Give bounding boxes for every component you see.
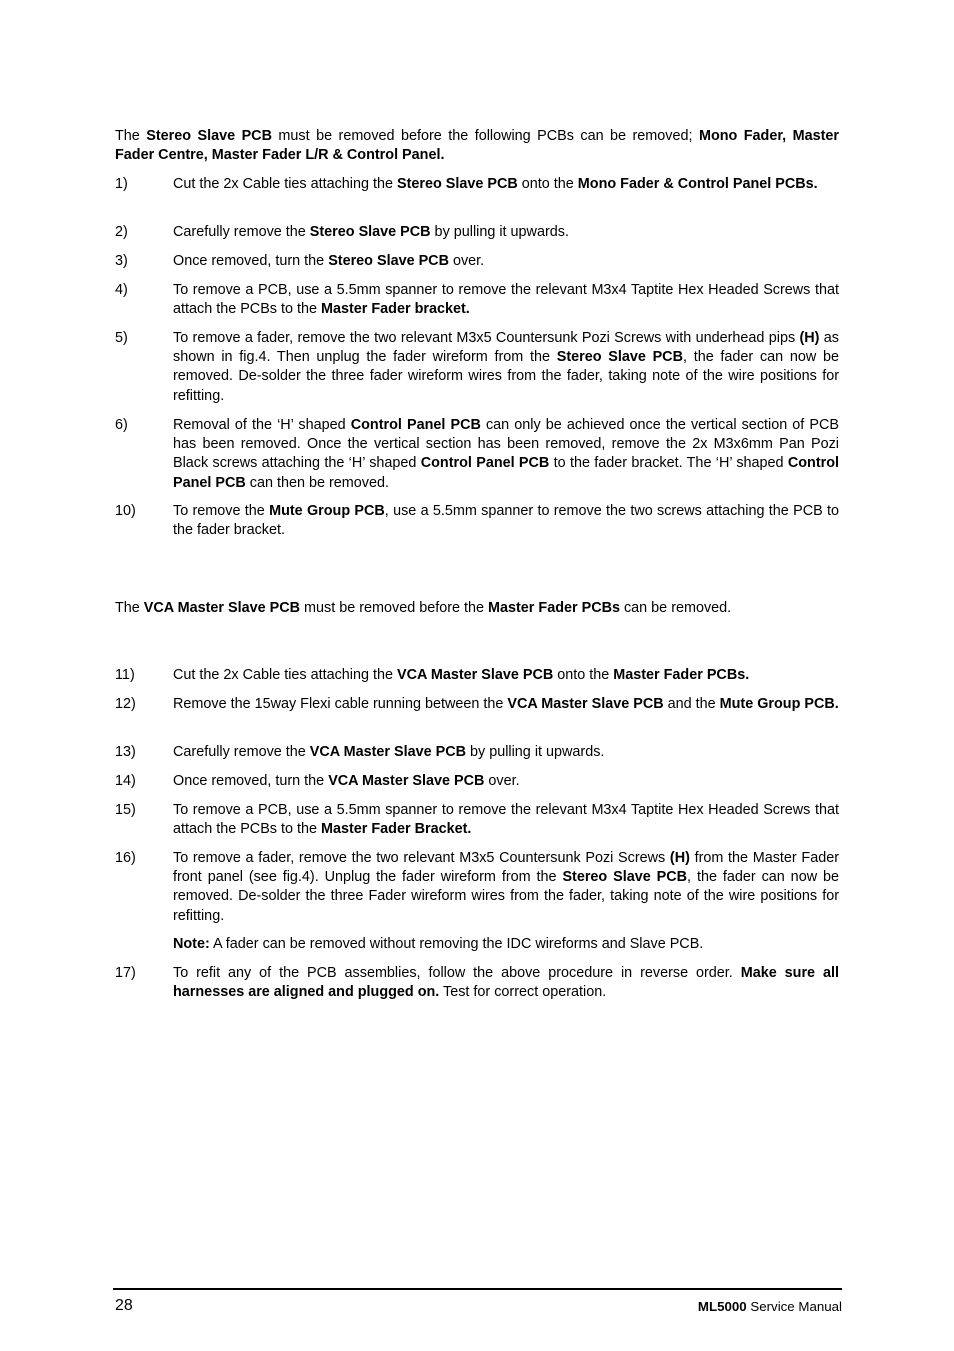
bold-text-run: Control Panel PCB [420, 455, 550, 472]
step-number: 15) [115, 802, 136, 818]
step-text [173, 964, 839, 1002]
text-run: must be removed before the following PCBs can be removed; [271, 128, 699, 144]
text-run: can be removed. [619, 600, 732, 616]
step-number: 1) [115, 176, 128, 192]
text-run: over. [448, 253, 485, 269]
text-run: Cut the 2x Cable ties attaching the [173, 176, 397, 192]
text-run: To remove a PCB, use a 5.5mm spanner to remove the relevant M3x4 Taptite Hex Headed Screws that attach the PCBs to the [173, 282, 839, 318]
bold-text-run: VCA Master Slave PCB [143, 600, 301, 616]
step-number: 4) [115, 282, 128, 298]
step-number: 2) [115, 224, 128, 240]
text-run: , use a 5.5mm spanner to remove the two screws attaching the PCB to the fader bracket. [173, 503, 839, 539]
text-run: The [115, 128, 147, 144]
text-run: Once removed, turn the [173, 773, 329, 789]
text-run: To refit any of the PCB assemblies, follow the above procedure in reverse order. [173, 965, 741, 981]
text-run: as shown in fig.4. Then unplug the fader wireform from the [173, 330, 839, 366]
text-run: To remove a fader, remove the two relevant M3x5 Countersunk Pozi Screws with underhead pips [173, 330, 800, 346]
text-run: To remove the [173, 503, 270, 519]
bold-text-run: Stereo Slave PCB [309, 224, 431, 240]
step-text [173, 329, 839, 406]
step-number: 10) [115, 503, 136, 519]
intro-paragraph-vca-master-slave [115, 599, 839, 618]
step-text [173, 772, 839, 791]
step-number: 3) [115, 253, 128, 269]
text-run: Test for correct operation. [439, 984, 607, 1001]
bold-text-run: VCA Master Slave PCB [397, 667, 554, 683]
text-run: The [115, 600, 144, 616]
bold-text-run: VCA Master Slave PCB [328, 773, 485, 789]
text-run: can then be removed. [245, 474, 389, 491]
text-run: from the Master Fader front panel (see fig.4). Unplug the fader wireform from the [173, 850, 839, 886]
text-run: To remove a PCB, use a 5.5mm spanner to remove the relevant M3x4 Taptite Hex Headed Screws that attach the PCBs to the [173, 802, 839, 838]
step-text [173, 281, 839, 319]
step-text [173, 666, 839, 685]
bold-text-run: Stereo Slave PCB [397, 176, 518, 192]
bold-text-run: Stereo Slave PCB [556, 349, 683, 366]
manual-model: ML5000 [697, 1299, 747, 1314]
step-text [173, 849, 839, 926]
text-run: to the fader bracket. The ‘H’ shaped [549, 455, 788, 472]
step-number: 14) [115, 773, 136, 789]
text-run: To remove a fader, remove the two relevant M3x5 Countersunk Pozi Screws [173, 850, 670, 866]
text-run: Carefully remove the [173, 744, 310, 760]
text-run: Cut the 2x Cable ties attaching the [173, 667, 397, 683]
bold-text-run: Stereo Slave PCB [146, 128, 272, 144]
bold-text-run: VCA Master Slave PCB [507, 696, 664, 712]
step-number: 12) [115, 696, 136, 712]
page-number: 28 [115, 1297, 133, 1314]
bold-text-run: Control Panel PCB [350, 417, 481, 433]
bold-text-run: (H) [669, 850, 690, 866]
bold-text-run: Master Fader Bracket. [321, 821, 472, 838]
bold-text-run: Master Fader bracket. [321, 301, 470, 318]
bold-text-run: Stereo Slave PCB [562, 869, 688, 886]
step-number: 5) [115, 330, 128, 346]
step-number: 6) [115, 417, 128, 433]
bold-text-run: Stereo Slave PCB [328, 253, 449, 269]
footer-manual-title [698, 1298, 842, 1316]
bold-text-run: Mute Group PCB. [719, 696, 839, 712]
step-text [173, 416, 839, 493]
step-text [173, 502, 839, 540]
step-text [173, 223, 839, 242]
text-run: onto the [553, 667, 614, 683]
text-run: Removal of the ‘H’ shaped [173, 417, 351, 433]
bold-text-run: Control Panel PCB [173, 455, 840, 491]
step-text [173, 801, 839, 839]
note-text [173, 935, 839, 954]
bold-text-run: VCA Master Slave PCB [309, 744, 467, 760]
step-number: 16) [115, 850, 136, 866]
intro-paragraph-stereo-slave [115, 127, 839, 165]
manual-title-text: Service Manual [746, 1299, 842, 1314]
step-text [173, 175, 839, 194]
bold-text-run: Master Fader PCBs [488, 600, 620, 616]
text-run: by pulling it upwards. [430, 224, 569, 240]
step-number: 11) [115, 667, 135, 683]
step-text [173, 252, 839, 271]
bold-text-run: Master Fader PCBs. [613, 667, 750, 683]
bold-text-run: Mono Fader, Master Fader Centre, Master Fader L/R & Control Panel. [115, 128, 840, 164]
text-run: A fader can be removed without removing the IDC wireforms and Slave PCB. [209, 936, 704, 952]
step-text [173, 743, 839, 762]
bold-text-run: Mute Group PCB [269, 503, 385, 519]
text-run: Remove the 15way Flexi cable running between the [173, 696, 508, 712]
bold-text-run: Mono Fader & Control Panel PCBs. [577, 176, 818, 192]
bold-text-run: Note: [173, 936, 210, 952]
text-run: Carefully remove the [173, 224, 310, 240]
text-run: , the fader can now be removed. De-solder the three Fader wireform wires from the fader, taking note of the wire positions for refitting. [173, 869, 839, 924]
step-text [173, 695, 839, 714]
bold-text-run: (H) [799, 330, 820, 346]
text-run: and the [663, 696, 720, 712]
text-run: , the fader can now be removed. De-solder the three fader wireform wires from the fader, taking note of the wire positions for refitting. [173, 349, 839, 404]
text-run: by pulling it upwards. [466, 744, 605, 760]
text-run: onto the [517, 176, 578, 192]
text-run: Once removed, turn the [173, 253, 329, 269]
footer-divider [113, 1288, 842, 1290]
text-run: can only be achieved once the vertical section of PCB has been removed. Once the vertical section has been removed, remove the 2x M3x6mm Pan Pozi Black screws attaching the ‘H’ shaped [173, 417, 839, 472]
step-number: 13) [115, 744, 136, 760]
bold-text-run: Make sure all harnesses are aligned and plugged on. [173, 965, 839, 1001]
step-number: 17) [115, 965, 136, 981]
text-run: must be removed before the [300, 600, 489, 616]
text-run: over. [484, 773, 520, 789]
